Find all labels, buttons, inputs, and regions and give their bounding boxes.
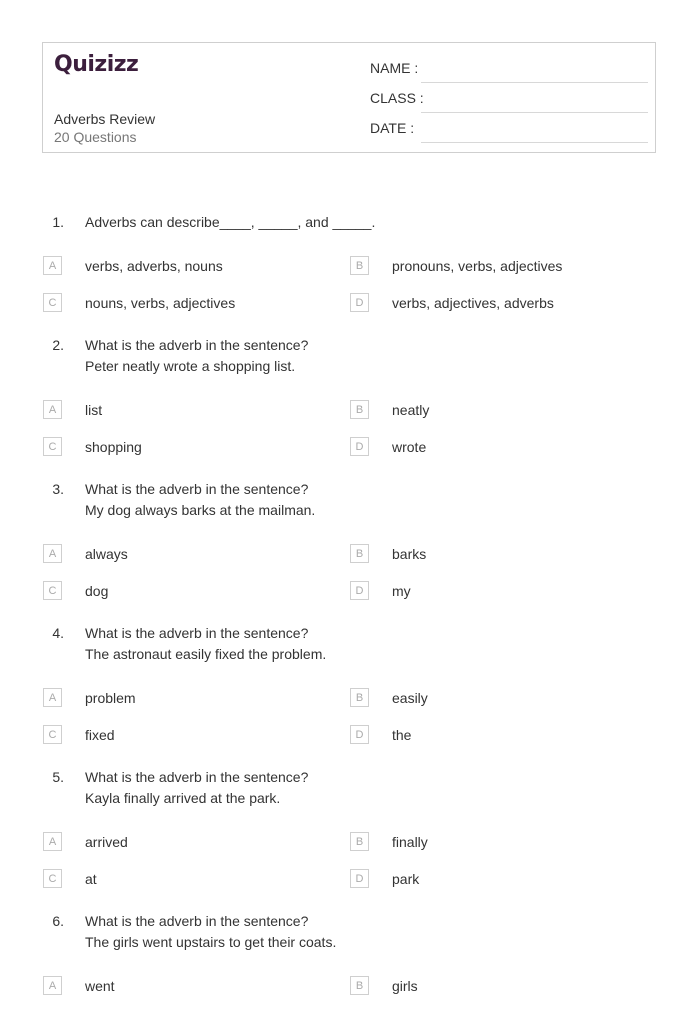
question-item — [0, 335, 700, 465]
option-letter-box: C — [43, 293, 62, 312]
answer-option-a[interactable] — [43, 679, 136, 716]
option-letter-box: C — [43, 581, 62, 600]
option-text: always — [85, 545, 128, 562]
option-text: the — [392, 726, 412, 743]
question-line: What is the adverb in the sentence? — [85, 625, 309, 641]
option-letter-box: B — [350, 976, 369, 995]
option-row — [0, 391, 700, 428]
answer-option-d[interactable] — [350, 716, 411, 753]
question-number: 1. — [52, 214, 64, 230]
option-letter-box: B — [350, 256, 369, 275]
answer-option-b[interactable] — [350, 679, 428, 716]
option-text: easily — [392, 689, 428, 706]
option-letter-box: D — [350, 293, 369, 312]
question-number: 3. — [52, 481, 64, 497]
question-number: 4. — [52, 625, 64, 641]
name-line — [421, 82, 648, 83]
date-label: DATE : — [370, 120, 415, 136]
question-text — [0, 623, 700, 665]
question-text — [0, 479, 700, 521]
answer-option-c[interactable] — [43, 572, 108, 609]
question-list — [0, 212, 700, 1018]
class-label: CLASS : — [370, 90, 424, 106]
question-line: What is the adverb in the sentence? — [85, 769, 309, 785]
answer-option-c[interactable] — [43, 716, 115, 753]
class-line — [421, 112, 648, 113]
option-text: problem — [85, 689, 136, 706]
answer-option-b[interactable] — [350, 247, 562, 284]
option-text: list — [85, 401, 103, 418]
answer-option-b[interactable] — [350, 823, 428, 860]
answer-option-a[interactable] — [43, 535, 128, 572]
option-letter-box: D — [350, 869, 369, 888]
question-line: Kayla finally arrived at the park. — [85, 790, 281, 806]
option-row — [0, 284, 700, 321]
question-text — [0, 212, 700, 233]
option-text: fixed — [85, 726, 115, 743]
option-letter-box: D — [350, 581, 369, 600]
option-letter-box: B — [350, 688, 369, 707]
answer-option-d[interactable] — [350, 860, 419, 897]
answer-option-b[interactable] — [350, 967, 418, 1004]
answer-option-b[interactable] — [350, 391, 429, 428]
option-letter-box: A — [43, 976, 62, 995]
worksheet-title: Adverbs Review — [54, 111, 156, 127]
question-item — [0, 212, 700, 321]
option-row — [0, 716, 700, 753]
option-letter-box: B — [350, 400, 369, 419]
option-letter-box: B — [350, 544, 369, 563]
answer-options — [0, 967, 700, 1004]
question-line: The astronaut easily fixed the problem. — [85, 646, 327, 662]
question-line: Peter neatly wrote a shopping list. — [85, 358, 296, 374]
option-text: verbs, adjectives, adverbs — [392, 294, 554, 311]
answer-options — [0, 391, 700, 465]
name-label: NAME : — [370, 60, 419, 76]
option-letter-box: A — [43, 688, 62, 707]
answer-option-a[interactable] — [43, 247, 223, 284]
option-text: wrote — [392, 438, 427, 455]
option-text: nouns, verbs, adjectives — [85, 294, 236, 311]
option-letter-box: D — [350, 725, 369, 744]
answer-option-d[interactable] — [350, 284, 554, 321]
option-text: at — [85, 870, 97, 887]
date-field[interactable] — [370, 120, 648, 140]
question-count: 20 Questions — [54, 129, 137, 145]
option-text: girls — [392, 977, 418, 994]
worksheet-header — [42, 42, 656, 153]
option-text: arrived — [85, 833, 128, 850]
option-row — [0, 572, 700, 609]
question-text — [0, 767, 700, 809]
question-item — [0, 767, 700, 897]
question-number: 2. — [52, 337, 64, 353]
option-letter-box: A — [43, 832, 62, 851]
answer-options — [0, 247, 700, 321]
answer-option-a[interactable] — [43, 391, 102, 428]
answer-option-d[interactable] — [350, 572, 411, 609]
option-letter-box: A — [43, 544, 62, 563]
question-line: Adverbs can describe____, _____, and _____. — [85, 214, 376, 230]
question-line: What is the adverb in the sentence? — [85, 337, 309, 353]
option-text: neatly — [392, 401, 430, 418]
answer-option-c[interactable] — [43, 284, 235, 321]
option-text: barks — [392, 545, 427, 562]
question-item — [0, 911, 700, 1004]
class-field[interactable] — [370, 90, 648, 110]
option-row — [0, 823, 700, 860]
question-text — [0, 335, 700, 377]
answer-option-a[interactable] — [43, 967, 115, 1004]
option-text: shopping — [85, 438, 142, 455]
answer-option-c[interactable] — [43, 428, 142, 465]
option-text: dog — [85, 582, 109, 599]
option-letter-box: C — [43, 869, 62, 888]
quizizz-logo: Quizizz — [54, 52, 139, 77]
option-letter-box: C — [43, 437, 62, 456]
question-line: What is the adverb in the sentence? — [85, 913, 309, 929]
answer-option-b[interactable] — [350, 535, 426, 572]
option-row — [0, 967, 700, 1004]
option-letter-box: A — [43, 256, 62, 275]
name-field[interactable] — [370, 60, 648, 80]
option-text: went — [85, 977, 115, 994]
question-line: The girls went upstairs to get their coats. — [85, 934, 337, 950]
option-text: park — [392, 870, 420, 887]
option-row — [0, 428, 700, 465]
option-text: verbs, adverbs, nouns — [85, 257, 223, 274]
answer-options — [0, 823, 700, 897]
question-item — [0, 623, 700, 753]
question-line: What is the adverb in the sentence? — [85, 481, 309, 497]
option-letter-box: C — [43, 725, 62, 744]
option-letter-box: A — [43, 400, 62, 419]
question-item — [0, 479, 700, 609]
question-number: 6. — [52, 913, 64, 929]
option-text: my — [392, 582, 411, 599]
question-text — [0, 911, 700, 953]
question-number: 5. — [52, 769, 64, 785]
option-row — [0, 860, 700, 897]
answer-options — [0, 535, 700, 609]
option-row — [0, 247, 700, 284]
answer-option-c[interactable] — [43, 860, 97, 897]
answer-option-d[interactable] — [350, 428, 426, 465]
option-text: finally — [392, 833, 428, 850]
option-letter-box: D — [350, 437, 369, 456]
answer-options — [0, 679, 700, 753]
option-row — [0, 679, 700, 716]
question-line: My dog always barks at the mailman. — [85, 502, 316, 518]
answer-option-a[interactable] — [43, 823, 128, 860]
date-line — [421, 142, 648, 143]
option-text: pronouns, verbs, adjectives — [392, 257, 563, 274]
option-row — [0, 535, 700, 572]
option-letter-box: B — [350, 832, 369, 851]
